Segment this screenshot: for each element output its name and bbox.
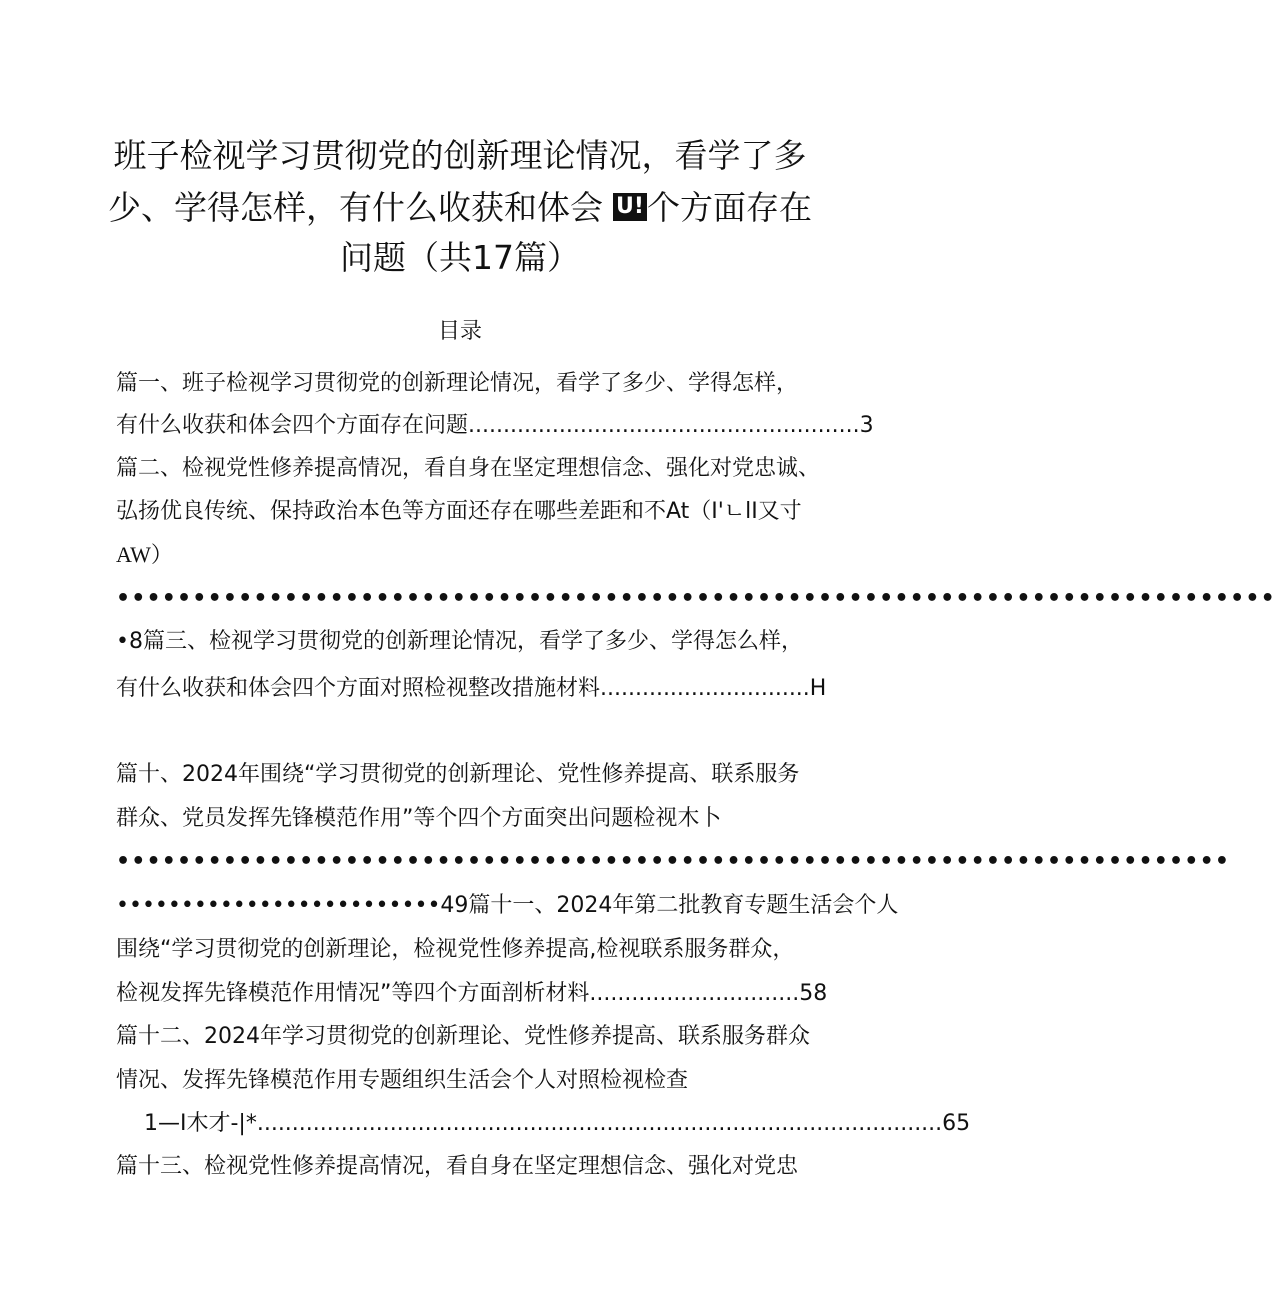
toc-line: 情况、发挥先锋模范作用专题组织生活会个人对照检视检查 bbox=[116, 1068, 689, 1093]
toc-line: 篇十、2024年围绕“学习贯彻党的创新理论、党性修养提高、联系服务 bbox=[116, 762, 800, 787]
toc-line: 检视发挥先锋模范作用情况”等四个方面剖析材料..............................58 bbox=[116, 981, 828, 1006]
title-scan-mark: U! bbox=[613, 193, 647, 221]
toc-line: 弘扬优良传统、保持政治本色等方面还存在哪些差距和不At（I'ㄴlI又寸 bbox=[116, 499, 802, 524]
document-title-line-1: 班子检视学习贯彻党的创新理论情况，看学了多 bbox=[113, 136, 807, 175]
toc-line: 篇二、检视党性修养提高情况，看自身在坚定理想信念、强化对党忠诚、 bbox=[116, 456, 821, 481]
toc-line: 围绕“学习贯彻党的创新理论，检视党性修养提高,检视联系服务群众， bbox=[116, 937, 795, 962]
toc-line: 1—I木才-|*..................................................................................................65 bbox=[144, 1111, 971, 1136]
toc-line: AW） bbox=[116, 542, 173, 567]
toc-line: 篇一、班子检视学习贯彻党的创新理论情况，看学了多少、学得怎样， bbox=[116, 371, 799, 396]
document-title-line-2-text-a: 少、学得怎样，有什么收获和体会 bbox=[108, 188, 604, 227]
toc-line: •••••••••••••••••••••••••49篇十一、2024年第二批教育专题生活会个人 bbox=[116, 893, 899, 918]
document-title-line-2 bbox=[80, 188, 840, 228]
toc-line: 篇十三、检视党性修养提高情况，看自身在坚定理想信念、强化对党忠 bbox=[116, 1154, 799, 1179]
toc-heading: 目录 bbox=[437, 319, 482, 344]
toc-line: 群众、党员发挥先锋模范作用”等个四个方面突出问题检视木卜 bbox=[116, 806, 722, 831]
toc-dot-leader: ••••••••••••••••••••••••••••••••••••••••••••••••••••••••••••••••••••••••• bbox=[116, 849, 1231, 874]
document-title-line-2-text-b: 个方面存在 bbox=[646, 188, 812, 227]
toc-line: •8篇三、检视学习贯彻党的创新理论情况，看学了多少、学得怎么样， bbox=[116, 629, 803, 654]
document-title-line-3: 问题（共17篇） bbox=[340, 238, 580, 277]
toc-line: 有什么收获和体会四个方面对照检视整改措施材料..............................H bbox=[116, 676, 827, 701]
toc-line: 篇十二、2024年学习贯彻党的创新理论、党性修养提高、联系服务群众 bbox=[116, 1024, 810, 1049]
toc-line: 有什么收获和体会四个方面存在问题........................................................3 bbox=[116, 413, 874, 438]
toc-dot-leader: •••••••••••••••••••••••••••••••••••••••••••••••••••••••••••••••••••••••••••• bbox=[116, 586, 1276, 611]
